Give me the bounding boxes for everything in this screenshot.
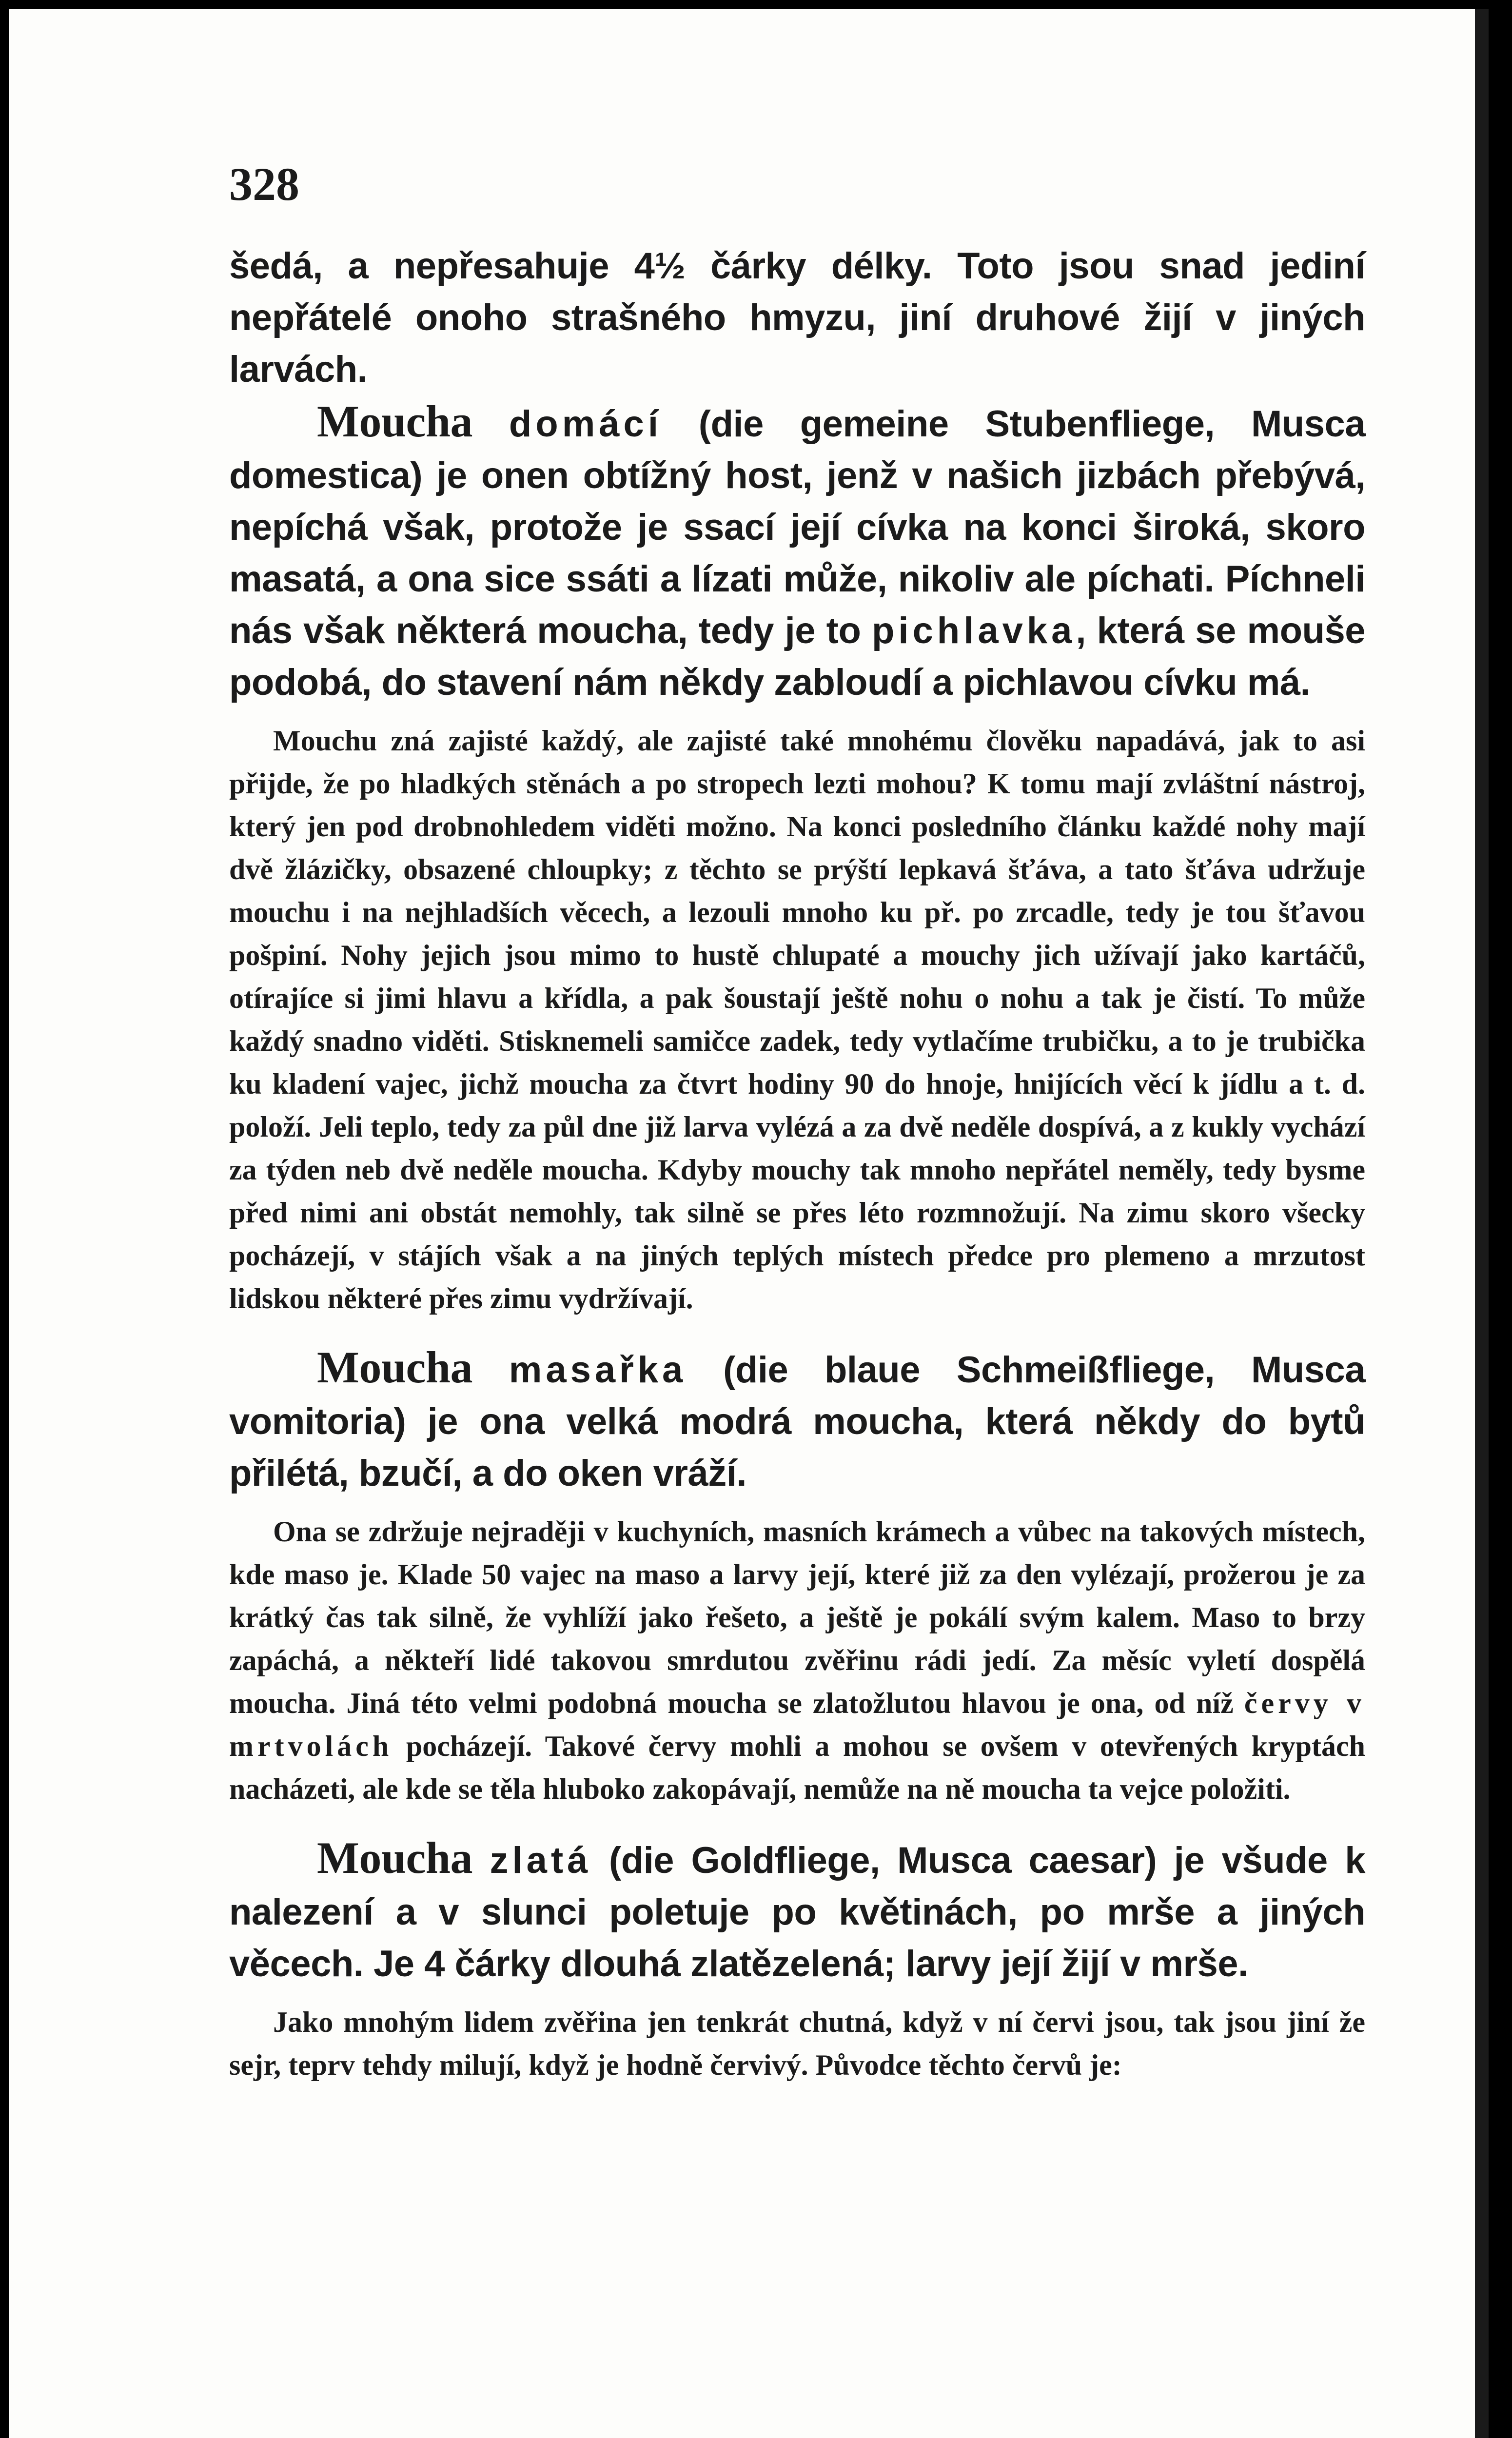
qualifier-domaci: domácí [509, 403, 662, 445]
qualifier-masarka: masařka [509, 1349, 687, 1391]
paragraph-house-fly [229, 395, 1365, 708]
house-fly-text: (die gemeine Stubenfliege, Musca domestica) je onen obtížný host, jenž v našich jizbách přebývá, nepíchá však, protože je ssací její cívka na konci široká, skoro masatá, a ona sice ssáti a lízati může, nikoliv ale píchati. Píchneli nás však některá moucha, tedy je to [229, 403, 1365, 651]
term-moucha-domaci: Moucha [317, 396, 472, 446]
term-pichlavka: pichlavka [871, 610, 1076, 651]
term-moucha-zlata: Moucha [317, 1833, 472, 1883]
blowfly-detail-end: pocházejí. Takové červy mohli a mohou se ovšem v otevřených kryptách nacházeti, ale kde se těla hluboko zakopávají, nemůže na ně moucha ta vejce položiti. [229, 1730, 1365, 1805]
paragraph-blowfly-detail [229, 1510, 1365, 1810]
page-edge-shadow [1475, 9, 1489, 2438]
term-moucha-masarka: Moucha [317, 1342, 472, 1392]
paragraph-greenbottle [229, 1832, 1365, 1990]
term-cervy-v-mrtvolach: červy v mrtvolách [229, 1687, 1365, 1762]
paragraph-house-fly-detail: Mouchu zná zajisté každý, ale zajisté také mnohému člověku napadává, jak to asi přijde, že po hladkých stěnách a po stropech lezti mohou? K tomu mají zvláštní nástroj, který jen pod drobnohledem viděti možno. Na konci posledního článku každé nohy mají dvě žlázičky, obsazené chloupky; z těchto se prýští lepkavá šťáva, a tato šťáva udržuje mouchu i na nejhladších věcech, a lezouli mnoho ku př. po zrcadle, tedy je tou šťavou pošpiní. Nohy jejich jsou mimo to hustě chlupaté a mouchy jich užívají jako kartáčů, otírajíce si jimi hlavu a křídla, a pak šoustají ještě nohu o nohu a tak je čistí. To může každý snadno viděti. Stisknemeli samičce zadek, tedy vytlačíme trubičku, a to je trubička ku kladení vajec, jichž moucha za čtvrt hodiny 90 do hnoje, hnijících věcí k jídlu a t. d. položí. Jeli teplo, tedy za půl dne již larva vylézá a za dvě neděle dospívá, a z kukly vychází za týden neb dvě neděle moucha. Kdyby mouchy tak mnoho nepřátel neměly, tedy bysme před nimi ani obstát nemohly, tak silně se přes léto rozmnožují. Na zimu skoro všecky pocházejí, v stájích však a na jiných teplých místech předce pro plemeno a mrzutost lidskou některé přes zimu vydržívají. [229, 725, 1365, 1315]
page-content [229, 157, 1365, 2086]
page-number: 328 [229, 158, 299, 210]
qualifier-zlata: zlatá [490, 1840, 592, 1881]
paragraph-cheese-worms: Jako mnohým lidem zvěřina jen tenkrát chutná, když v ní červi jsou, tak jsou jiní že sejr, teprv tehdy milují, když je hodně červivý. Původce těchto červů je: [229, 2006, 1365, 2081]
blowfly-text: (die blaue Schmeißfliege, Musca vomitoria) je ona velká modrá moucha, která někdy do bytů přilétá, bzučí, a do oken vráží. [229, 1349, 1365, 1494]
paragraph-blowfly [229, 1341, 1365, 1499]
greenbottle-text: (die Goldfliege, Musca caesar) je všude k nalezení a v slunci poletuje po květinách, po mrše a jiných věcech. Je 4 čárky dlouhá zlatězelená; larvy její žijí v mrše. [229, 1840, 1366, 1985]
book-page [9, 9, 1489, 2438]
blowfly-detail-text: Ona se zdržuje nejraději v kuchyních, masních krámech a vůbec na takových místech, kde maso je. Klade 50 vajec na maso a larvy její, které již za den vylézají, prožerou je za krátký čas tak silně, že vyhlíží jako řešeto, a ještě je pokálí svým kalem. Maso to brzy zapáchá, a někteří lidé takovou smrdutou zvěřinu rádi jedí. Za měsíc vyletí dospělá moucha. Jiná této velmi podobná moucha se zlatožlutou hlavou je ona, od níž [229, 1515, 1365, 1719]
house-fly-text-end: , která se mouše podobá, do stavení nám někdy zabloudí a pichlavou cívku má. [229, 610, 1365, 703]
paragraph-1: šedá, a nepřesahuje 4½ čárky délky. Toto jsou snad jediní nepřátelé onoho strašného hmyzu, jiní druhové žijí v jiných larvách. [229, 245, 1365, 390]
